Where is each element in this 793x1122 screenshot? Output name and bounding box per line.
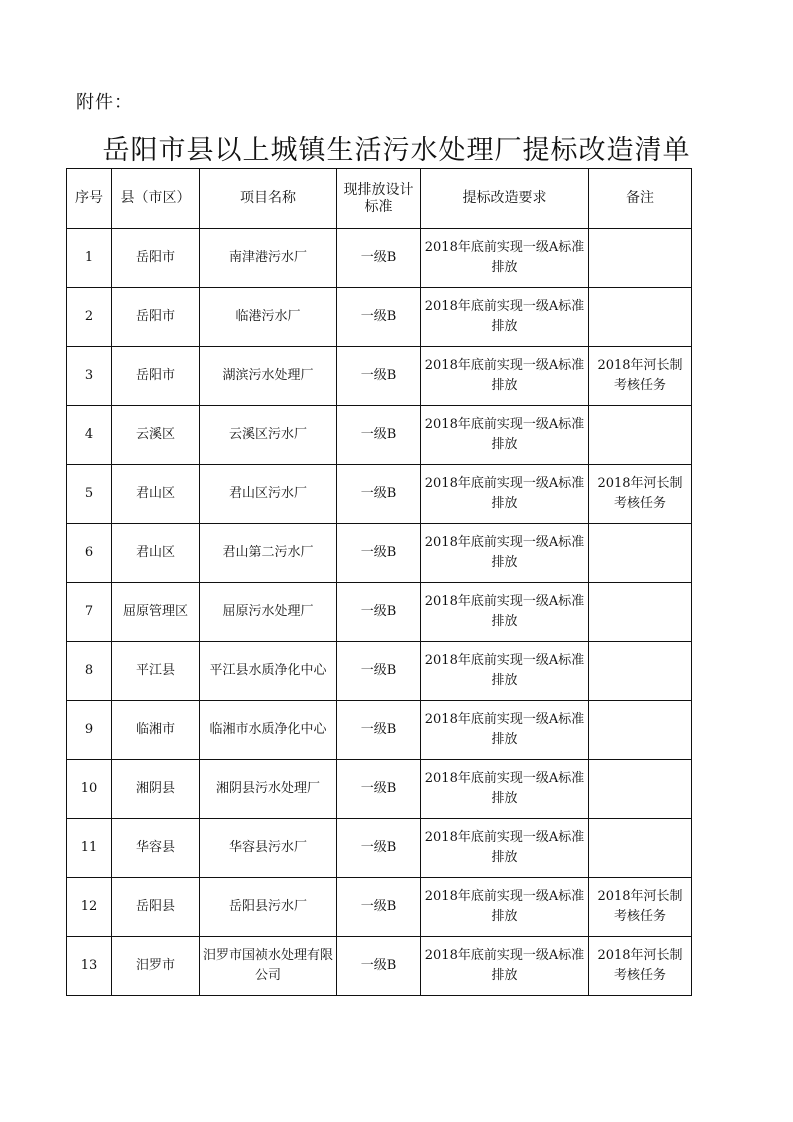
cell-project: 君山第二污水厂 — [200, 524, 337, 583]
cell-project: 南津港污水厂 — [200, 229, 337, 288]
cell-county: 岳阳县 — [112, 878, 200, 937]
cell-project: 湘阴县污水处理厂 — [200, 760, 337, 819]
cell-requirement: 2018年底前实现一级A标准排放 — [421, 347, 589, 406]
upgrade-list-table — [66, 168, 692, 996]
cell-note: 2018年河长制考核任务 — [589, 937, 692, 996]
attachment-label: 附件： — [76, 92, 133, 113]
cell-requirement: 2018年底前实现一级A标准排放 — [421, 878, 589, 937]
cell-standard: 一级B — [337, 288, 421, 347]
cell-standard: 一级B — [337, 229, 421, 288]
cell-project: 云溪区污水厂 — [200, 406, 337, 465]
cell-standard: 一级B — [337, 524, 421, 583]
document-title: 岳阳市县以上城镇生活污水处理厂提标改造清单 — [102, 135, 691, 166]
cell-standard: 一级B — [337, 465, 421, 524]
cell-county: 云溪区 — [112, 406, 200, 465]
cell-project: 平江县水质净化中心 — [200, 642, 337, 701]
cell-county: 华容县 — [112, 819, 200, 878]
header-index: 序号 — [67, 169, 112, 229]
cell-standard: 一级B — [337, 406, 421, 465]
header-county: 县（市区） — [112, 169, 200, 229]
header-project: 项目名称 — [200, 169, 337, 229]
cell-note — [589, 583, 692, 642]
cell-standard: 一级B — [337, 347, 421, 406]
cell-index: 12 — [67, 878, 112, 937]
cell-project: 汨罗市国祯水处理有限公司 — [200, 937, 337, 996]
cell-county: 岳阳市 — [112, 347, 200, 406]
cell-index: 11 — [67, 819, 112, 878]
header-standard: 现排放设计标准 — [337, 169, 421, 229]
cell-note: 2018年河长制考核任务 — [589, 465, 692, 524]
table-row — [67, 288, 692, 347]
cell-county: 君山区 — [112, 524, 200, 583]
cell-note: 2018年河长制考核任务 — [589, 878, 692, 937]
cell-standard: 一级B — [337, 583, 421, 642]
cell-standard: 一级B — [337, 819, 421, 878]
table-row — [67, 524, 692, 583]
cell-note: 2018年河长制考核任务 — [589, 347, 692, 406]
cell-county: 屈原管理区 — [112, 583, 200, 642]
cell-note — [589, 642, 692, 701]
cell-county: 岳阳市 — [112, 288, 200, 347]
cell-requirement: 2018年底前实现一级A标准排放 — [421, 819, 589, 878]
cell-index: 9 — [67, 701, 112, 760]
header-note: 备注 — [589, 169, 692, 229]
table-row — [67, 701, 692, 760]
cell-county: 岳阳市 — [112, 229, 200, 288]
cell-county: 临湘市 — [112, 701, 200, 760]
cell-note — [589, 406, 692, 465]
cell-county: 君山区 — [112, 465, 200, 524]
table-row — [67, 937, 692, 996]
cell-requirement: 2018年底前实现一级A标准排放 — [421, 642, 589, 701]
table-row — [67, 347, 692, 406]
cell-standard: 一级B — [337, 760, 421, 819]
cell-project: 湖滨污水处理厂 — [200, 347, 337, 406]
cell-note — [589, 701, 692, 760]
cell-requirement: 2018年底前实现一级A标准排放 — [421, 524, 589, 583]
cell-project: 屈原污水处理厂 — [200, 583, 337, 642]
table-row — [67, 760, 692, 819]
cell-standard: 一级B — [337, 878, 421, 937]
cell-county: 汨罗市 — [112, 937, 200, 996]
cell-requirement: 2018年底前实现一级A标准排放 — [421, 229, 589, 288]
cell-requirement: 2018年底前实现一级A标准排放 — [421, 583, 589, 642]
table-row — [67, 465, 692, 524]
table-row — [67, 229, 692, 288]
cell-index: 5 — [67, 465, 112, 524]
header-requirement: 提标改造要求 — [421, 169, 589, 229]
cell-standard: 一级B — [337, 701, 421, 760]
cell-index: 2 — [67, 288, 112, 347]
cell-standard: 一级B — [337, 937, 421, 996]
cell-project: 临湘市水质净化中心 — [200, 701, 337, 760]
table-row — [67, 406, 692, 465]
cell-index: 1 — [67, 229, 112, 288]
cell-note — [589, 760, 692, 819]
cell-index: 13 — [67, 937, 112, 996]
cell-project: 华容县污水厂 — [200, 819, 337, 878]
cell-requirement: 2018年底前实现一级A标准排放 — [421, 288, 589, 347]
table-header-row — [67, 169, 692, 229]
cell-note — [589, 288, 692, 347]
table-row — [67, 878, 692, 937]
cell-requirement: 2018年底前实现一级A标准排放 — [421, 937, 589, 996]
cell-county: 平江县 — [112, 642, 200, 701]
table-row — [67, 642, 692, 701]
cell-requirement: 2018年底前实现一级A标准排放 — [421, 465, 589, 524]
cell-requirement: 2018年底前实现一级A标准排放 — [421, 701, 589, 760]
cell-requirement: 2018年底前实现一级A标准排放 — [421, 760, 589, 819]
cell-county: 湘阴县 — [112, 760, 200, 819]
cell-index: 3 — [67, 347, 112, 406]
cell-project: 君山区污水厂 — [200, 465, 337, 524]
cell-note — [589, 819, 692, 878]
cell-standard: 一级B — [337, 642, 421, 701]
cell-requirement: 2018年底前实现一级A标准排放 — [421, 406, 589, 465]
cell-index: 4 — [67, 406, 112, 465]
cell-note — [589, 229, 692, 288]
cell-index: 8 — [67, 642, 112, 701]
cell-project: 岳阳县污水厂 — [200, 878, 337, 937]
table-row — [67, 819, 692, 878]
cell-note — [589, 524, 692, 583]
cell-project: 临港污水厂 — [200, 288, 337, 347]
cell-index: 6 — [67, 524, 112, 583]
cell-index: 10 — [67, 760, 112, 819]
table-row — [67, 583, 692, 642]
cell-index: 7 — [67, 583, 112, 642]
